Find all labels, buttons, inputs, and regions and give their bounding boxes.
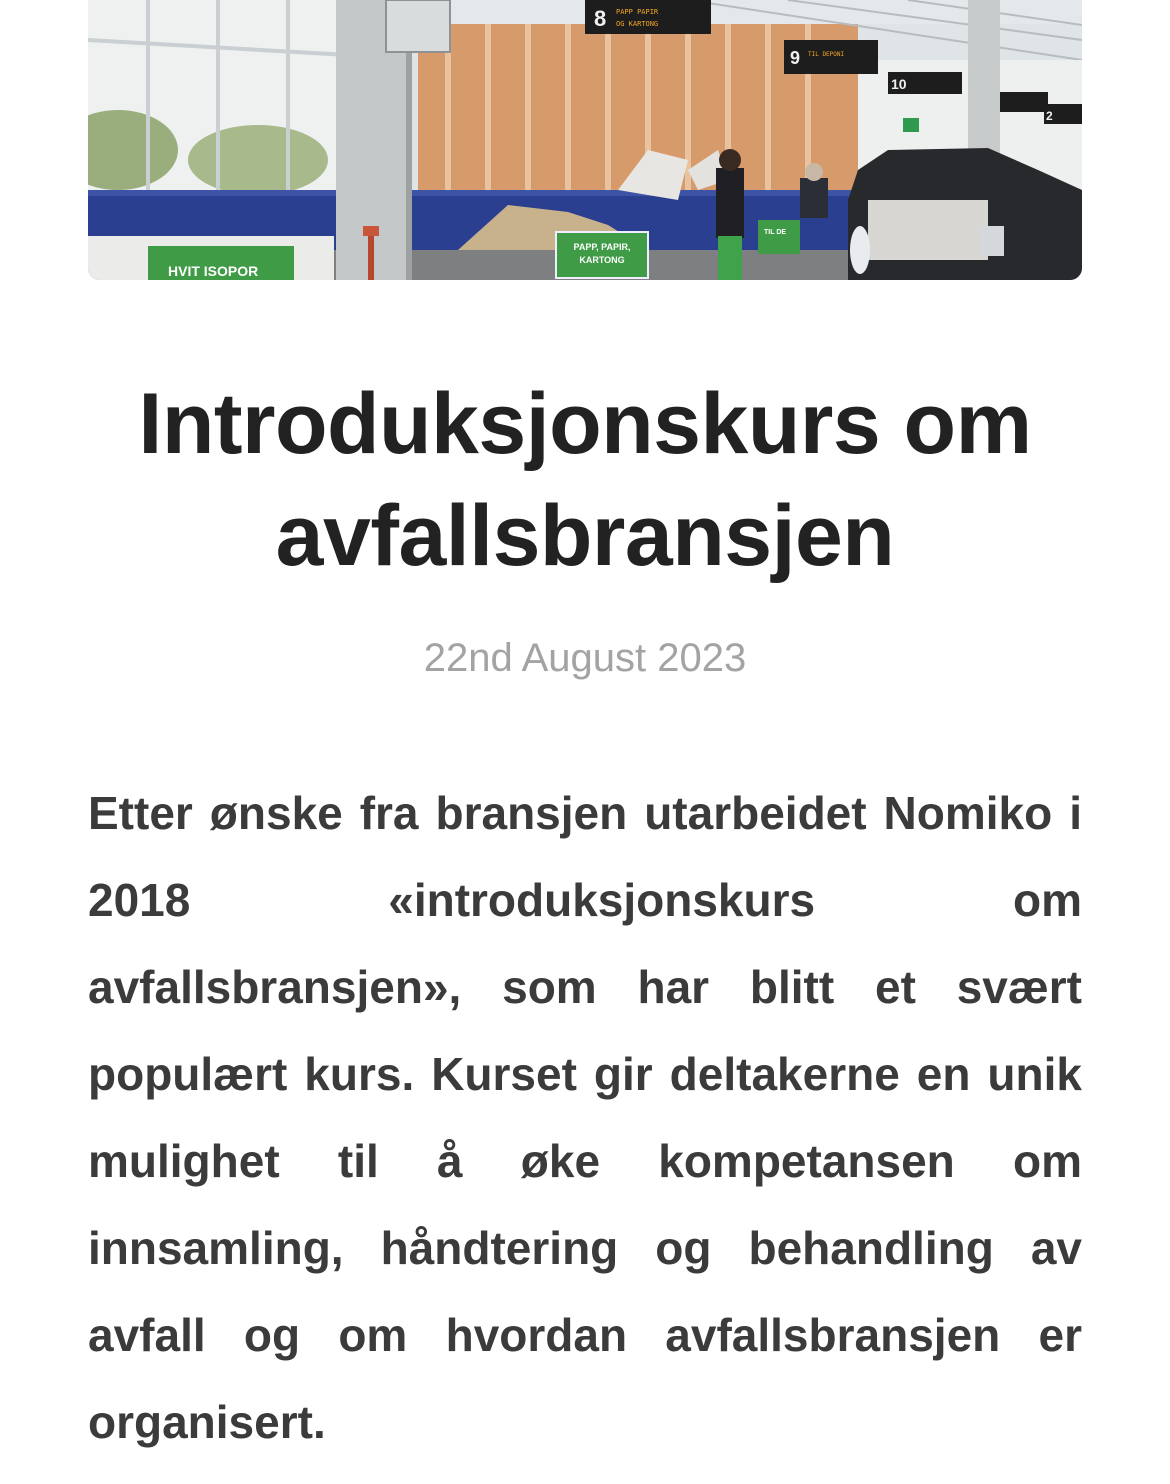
page-title: Introduksjonskurs om avfallsbransjen <box>138 376 1032 584</box>
sign-til-de: TIL DE <box>764 229 787 236</box>
display-8-number: 8 <box>594 6 607 31</box>
display-12-number: 2 <box>1046 109 1053 123</box>
publish-date: 22nd August 2023 <box>423 636 747 680</box>
sign-papp-line2: KARTONG <box>579 255 625 265</box>
display-9-number: 9 <box>790 48 801 68</box>
hero-image <box>88 0 1082 280</box>
sign-hvit-isopor: HVIT ISOPOR <box>168 263 259 279</box>
sign-papp-line1: PAPP, PAPIR, <box>573 242 631 252</box>
display-8-text-line2: OG KARTONG <box>616 20 659 28</box>
display-10-number: 10 <box>891 76 907 92</box>
display-9-text: TIL DEPONI <box>808 51 845 58</box>
article-body: Etter ønske fra bransjen utarbeidet Nomiko i 2018 «introduksjonskurs om avfallsbransjen», som har blitt et svært populært kurs. Kurset gir deltakerne en unik mulighet til å øke kompetansen om innsamling, håndtering og behandling av avfall og om hvordan avfallsbransjen er organisert. <box>88 787 1082 1448</box>
display-8-text-line1: PAPP PAPIR <box>616 8 659 16</box>
